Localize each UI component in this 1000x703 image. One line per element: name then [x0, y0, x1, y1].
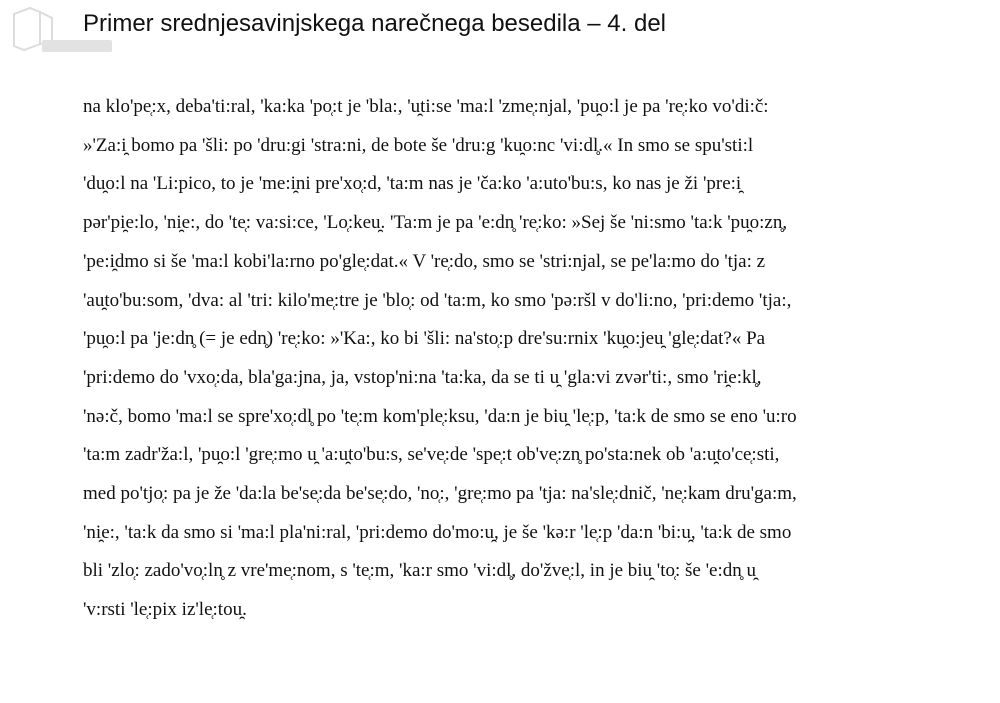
text-line: 'du̯o:l na 'Li:pico, to je 'me:i̯ni pre'xo̜:d, 'ta:m nas je 'ča:ko 'a:uto'bu:s, ko nas je ži 'pre:i̯ [83, 173, 742, 195]
text-line: 'pri:demo do 'vxo̜:da, bla'ga:jna, ja, vstop'ni:na 'ta:ka, da se ti u̯ 'gla:vi zvər'ti:, smo 'ri̯e:kl̥, [83, 366, 762, 388]
text-line: med po'tjo̜: pa je že 'da:la be'se̜:da be'se̜:do, 'no̜:, 'gre̜:mo pa 'tja: na'sle̜:dnič, 'ne̜:kam dru'ga:m, [83, 483, 797, 505]
page-title: Primer srednjesavinjskega narečnega besedila – 4. del [83, 10, 667, 37]
text-line: pər'pi̯e:lo, 'ni̯e:, do 'te̜: va:si:ce, 'Lo̜:keu̯. 'Ta:m je pa 'e:dn̥ 're̜:ko: »Sej še 'ni:smo 'ta:k 'pu̯o:zn̥, [83, 212, 788, 234]
text-line: 'nə:č, bomo 'ma:l se spre'xo̜:dl̥ po 'te̜:m kom'ple̜:ksu, 'da:n je biu̯ 'le̜:p, 'ta:k de smo se eno 'u:ro [83, 405, 797, 427]
text-line: 'ta:m zadr'ža:l, 'pu̯o:l 'gre̜:mo u̯ 'a:u̯to'bu:s, se've̜:de 'spe̜:t ob've̜:zn̥ po'sta:nek ob 'a:u̯to'ce̜:sti, [83, 444, 780, 466]
text-line: 'pe:i̯dmo si še 'ma:l kobi'la:rno po'gle̜:dat.« V 're̜:do, smo se 'stri:njal, se pe'la:mo do 'tja: z [83, 250, 766, 272]
text-line: bli 'zlo̜: zado'vo̜:ln̥ z vre'me̜:nom, s 'te̜:m, 'ka:r smo 'vi:dl̥, do'žve̜:l, in je biu̯ 'to̜: še 'e:dn̥ u̯ [83, 560, 756, 582]
text-line: 'ni̯e:, 'ta:k da smo si 'ma:l pla'ni:ral, 'pri:demo do'mo:u̯, je še 'kə:r 'le̜:p 'da:n 'bi:u̯, 'ta:k de smo [83, 521, 792, 543]
text-line: 'pu̯o:l pa 'je:dn̥ (= je edn̥) 're̜:ko: »'Ka:, ko bi 'šli: na'sto̜:p dre'su:rnix 'ku̯o:jeu̯ 'gle̜:dat?« Pa [83, 328, 766, 350]
text-line: na klo'pe̜:x, deba'ti:ral, 'ka:ka 'po̜:t je 'bla:, 'u̯ti:se 'ma:l 'zme̜:njal, 'pu̯o:l je pa 're̜:ko vo'di:č: [83, 96, 769, 117]
dialect-text [83, 88, 943, 630]
text-line: 'au̯to'bu:som, 'dva: al 'tri: kilo'me̜:tre je 'blo̜: od 'ta:m, ko smo 'pə:ršl v do'li:no, 'pri:demo 'tja:, [83, 289, 792, 311]
text-line: »'Za:i̯ bomo pa 'šli: po 'dru:gi 'stra:ni, de bote še 'dru:g 'ku̯o:nc 'vi:dl̥.« In smo se spu'sti:l [83, 134, 754, 156]
text-line: 'v:rsti 'le̜:pix iz'le̜:tou̯. [83, 599, 247, 621]
